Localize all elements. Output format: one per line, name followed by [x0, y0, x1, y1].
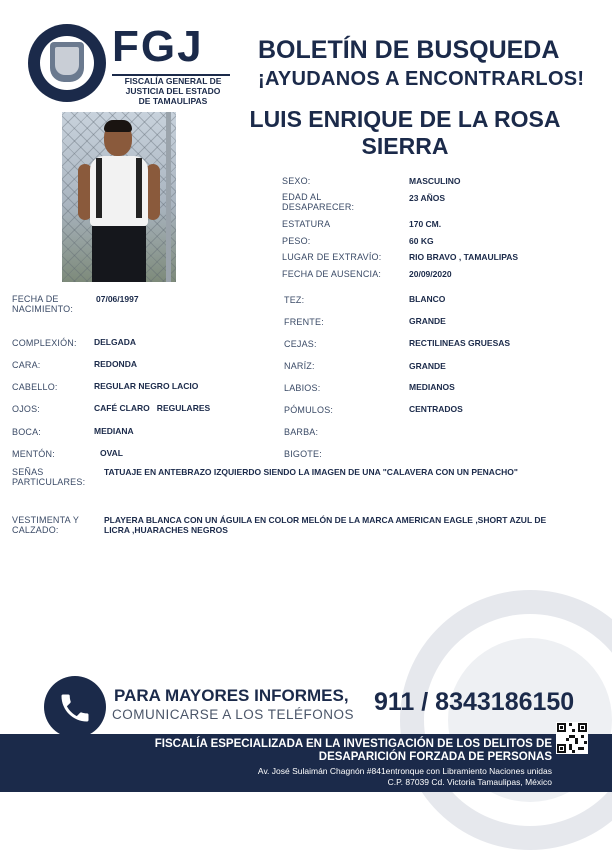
vestimenta-label: VESTIMENTA Y CALZADO:: [12, 515, 80, 535]
contact-heading: PARA MAYORES INFORMES,: [114, 686, 349, 705]
senas-label: SEÑAS PARTICULARES:: [12, 467, 86, 487]
labios-label: LABIOS:: [284, 383, 321, 393]
footer-address-line1: Av. José Sulaimán Chagnón #841entronque con Libramiento Naciones unidas: [257, 766, 552, 776]
cejas-label: CEJAS:: [284, 339, 317, 349]
tez-label: TEZ:: [284, 295, 305, 305]
vestimenta-value: PLAYERA BLANCA CON UN ÁGUILA EN COLOR MELÓN DE LA MARCA AMERICAN EAGLE ,SHORT AZUL DE LICRA ,HUARACHES NEGROS: [104, 515, 547, 535]
tez-value: BLANCO: [409, 294, 446, 304]
contact-subheading: COMUNICARSE A LOS TELÉFONOS: [112, 707, 355, 722]
fecha-nacimiento-value: 07/06/1997: [96, 294, 139, 304]
estatura-value: 170 CM.: [409, 219, 442, 229]
person-name: LUIS ENRIQUE DE LA ROSA SIERRA: [249, 106, 561, 159]
fecha-ausencia-value: 20/09/2020: [409, 269, 452, 279]
cabello-value: REGULAR NEGRO LACIO: [94, 381, 199, 391]
sexo-value: MASCULINO: [409, 176, 461, 186]
peso-value: 60 KG: [409, 236, 434, 246]
qr-code-icon[interactable]: [556, 722, 588, 754]
person-photo: [62, 112, 176, 282]
menton-label: MENTÓN:: [12, 449, 55, 459]
senas-value: TATUAJE EN ANTEBRAZO IZQUIERDO SIENDO LA IMAGEN DE UNA "CALAVERA CON UN PENACHO": [104, 467, 518, 477]
frente-label: FRENTE:: [284, 317, 324, 327]
cara-label: CARA:: [12, 360, 41, 370]
edad-value: 23 AÑOS: [409, 193, 446, 203]
complexion-value: DELGADA: [94, 337, 137, 347]
org-acronym: FGJ: [112, 22, 204, 71]
bigote-label: BIGOTE:: [284, 449, 322, 459]
menton-value: OVAL: [100, 448, 123, 458]
estatura-label: ESTATURA: [282, 219, 331, 229]
bulletin-subtitle: ¡AYUDANOS A ENCONTRARLOS!: [258, 68, 585, 90]
edad-label: EDAD AL DESAPARECER:: [282, 192, 355, 212]
contact-phone-number[interactable]: 911 / 8343186150: [374, 688, 575, 716]
frente-value: GRANDE: [409, 316, 446, 326]
ojos-value: CAFÉ CLARO REGULARES: [94, 403, 211, 413]
footer-address-line2: C.P. 87039 Cd. Victoria Tamaulipas, México: [387, 777, 552, 787]
barba-label: BARBA:: [284, 427, 319, 437]
labios-value: MEDIANOS: [409, 382, 455, 392]
complexion-label: COMPLEXIÓN:: [12, 338, 77, 348]
boca-label: BOCA:: [12, 427, 42, 437]
cabello-label: CABELLO:: [12, 382, 58, 392]
sexo-label: SEXO:: [282, 176, 311, 186]
pomulos-value: CENTRADOS: [409, 404, 463, 414]
cara-value: REDONDA: [94, 359, 137, 369]
footer-agency-line1: FISCALÍA ESPECIALIZADA EN LA INVESTIGACIÓN DE LOS DELITOS DE: [154, 738, 552, 750]
lugar-extravio-value: RIO BRAVO , TAMAULIPAS: [409, 252, 519, 262]
fecha-ausencia-label: FECHA DE AUSENCIA:: [282, 269, 382, 279]
org-name: FISCALÍA GENERAL DE JUSTICIA DEL ESTADO DE TAMAULIPAS: [124, 76, 222, 106]
peso-label: PESO:: [282, 236, 311, 246]
footer-agency-line2: DESAPARICIÓN FORZADA DE PERSONAS: [318, 751, 552, 763]
lugar-extravio-label: LUGAR DE EXTRAVÍO:: [282, 252, 382, 262]
phone-handset-icon: [44, 682, 106, 738]
pomulos-label: PÓMULOS:: [284, 405, 334, 415]
cejas-value: RECTILINEAS GRUESAS: [409, 338, 511, 348]
bulletin-title: BOLETÍN DE BUSQUEDA: [258, 36, 560, 64]
nariz-value: GRANDE: [409, 361, 446, 371]
fgj-seal-logo: [28, 24, 106, 102]
nariz-label: NARÍZ:: [284, 361, 315, 371]
ojos-label: OJOS:: [12, 404, 41, 414]
boca-value: MEDIANA: [94, 426, 134, 436]
fecha-nacimiento-label: FECHA DE NACIMIENTO:: [12, 294, 74, 314]
